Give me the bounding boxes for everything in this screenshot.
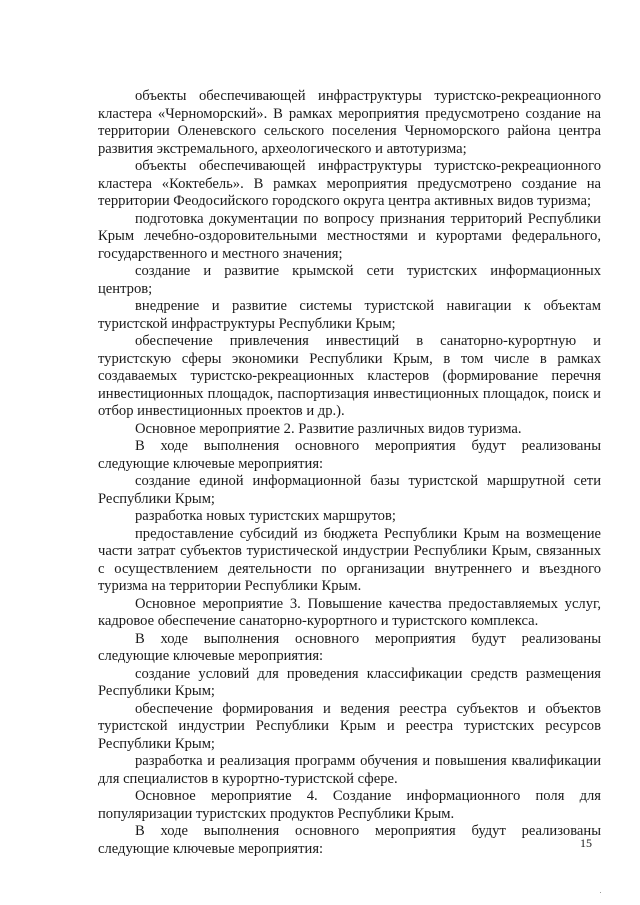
paragraph: создание условий для проведения классификации средств размещения Республики Крым; <box>98 665 601 699</box>
section-heading-paragraph: Основное мероприятие 4. Создание информационного поля для популяризации туристских продуктов Республики Крым. <box>98 788 601 822</box>
section-heading-paragraph: Основное мероприятие 2. Развитие различных видов туризма. <box>135 420 522 437</box>
paragraph: создание единой информационной базы туристской маршрутной сети Республики Крым; <box>98 473 601 507</box>
body-text <box>98 88 601 858</box>
paragraph: обеспечение привлечения инвестиций в санаторно-курортную и туристскую сферы экономики Республики Крым, в том числе в рамках создаваемых туристско-рекреационных кластеров (формирование перечня инвестиционных площадок, паспортизация инвестиционных площадок, поиск и отбор инвестиционных проектов и др.). <box>98 333 601 419</box>
paragraph: В ходе выполнения основного мероприятия будут реализованы следующие ключевые мероприятия: <box>98 630 601 664</box>
paragraph: объекты обеспечивающей инфраструктуры туристско-рекреационного кластера «Черноморский». В рамках мероприятия предусмотрено создание на территории Оленевского сельского поселения Черноморского района центра развития экстремального, археологического и автотуризма; <box>98 88 601 157</box>
page-number: 15 <box>580 836 592 850</box>
paragraph: В ходе выполнения основного мероприятия будут реализованы следующие ключевые мероприятия: <box>98 823 601 857</box>
paragraph: создание и развитие крымской сети туристских информационных центров; <box>98 263 601 297</box>
section-heading-paragraph: Основное мероприятие 3. Повышение качества предоставляемых услуг, кадровое обеспечение санаторно-курортного и туристского комплекса. <box>98 595 601 629</box>
paragraph: подготовка документации по вопросу признания территорий Республики Крым лечебно-оздоровительными местностями и курортами федерального, государственного и местного значения; <box>98 210 601 262</box>
paragraph: В ходе выполнения основного мероприятия будут реализованы следующие ключевые мероприятия: <box>98 438 601 472</box>
paragraph: внедрение и развитие системы туристской навигации к объектам туристской инфраструктуры Республики Крым; <box>98 298 601 332</box>
paragraph: объекты обеспечивающей инфраструктуры туристско-рекреационного кластера «Коктебель». В рамках мероприятия предусмотрено создание на территории Феодосийского городского округа центра активных видов туризма; <box>98 158 601 209</box>
paragraph: разработка новых туристских маршрутов; <box>135 508 396 524</box>
scan-artifact <box>600 892 601 893</box>
paragraph: обеспечение формирования и ведения реестра субъектов и объектов туристской индустрии Республики Крым и реестра туристских ресурсов Республики Крым; <box>98 700 601 752</box>
paragraph: разработка и реализация программ обучения и повышения квалификации для специалистов в курортно-туристской сфере. <box>98 753 601 787</box>
paragraph: предоставление субсидий из бюджета Республики Крым на возмещение части затрат субъектов туристической индустрии Республики Крым, связанных с осуществлением деятельности по организации внутреннего и въездного туризма на территории Республики Крым. <box>98 525 601 594</box>
